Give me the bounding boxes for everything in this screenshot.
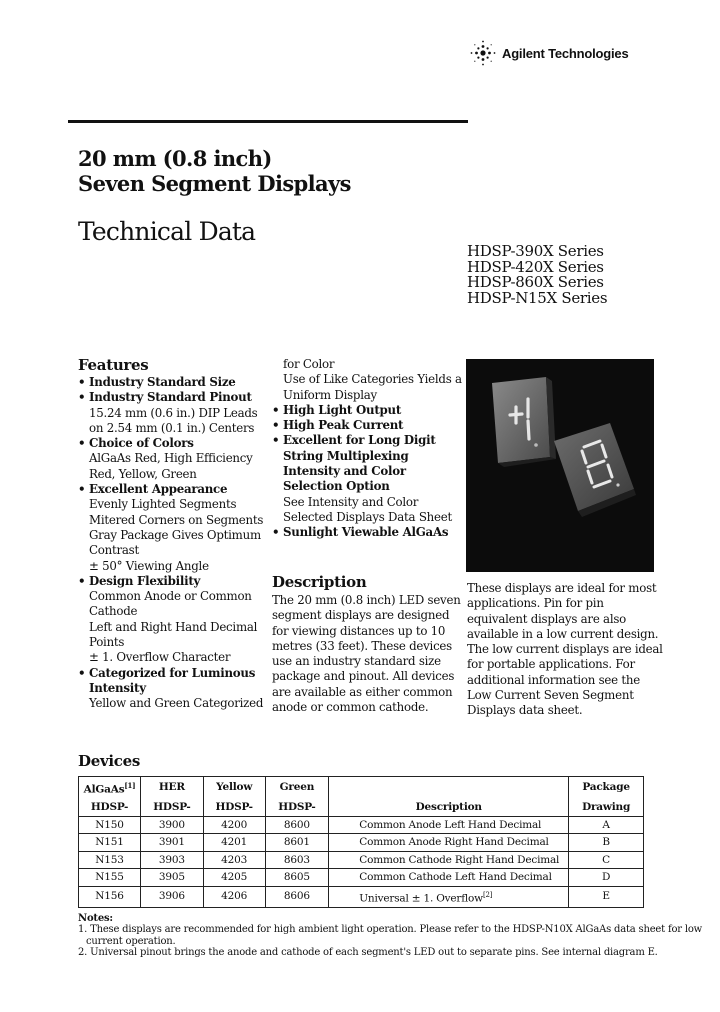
header-yellow-hdsp: HDSP- <box>203 799 265 817</box>
cell-description: Universal ± 1. Overflow[2] <box>329 886 569 907</box>
header-description-spacer <box>329 777 569 799</box>
bullet-icon: • <box>78 390 86 405</box>
feature-bullet-text: Excellent for Long Digit <box>283 433 436 448</box>
series-item: HDSP-860X Series <box>467 273 604 291</box>
feature-detail: on 2.54 mm (0.1 in.) Centers <box>89 420 255 435</box>
cell-green: 8606 <box>265 886 329 907</box>
feature-bullet <box>272 418 462 433</box>
cell-drawing: B <box>569 834 644 852</box>
feature-bullet <box>272 403 462 418</box>
table-row <box>79 851 644 869</box>
cell-algaas: N155 <box>79 869 141 887</box>
brand-name: Agilent Technologies <box>502 46 629 61</box>
feature-detail: for Color <box>283 357 335 371</box>
agilent-logo <box>468 38 688 72</box>
feature-detail: Red, Yellow, Green <box>89 466 197 481</box>
table-row <box>79 834 644 852</box>
page-title <box>78 146 351 196</box>
paragraph-line: segment displays are designed <box>272 608 450 623</box>
feature-bullet <box>78 666 263 681</box>
paragraph-line: available in a low current design. <box>467 626 659 641</box>
feature-bullet-text: Design Flexibility <box>89 573 201 588</box>
paragraph-line: The 20 mm (0.8 inch) LED seven <box>272 593 461 607</box>
feature-bullet-continued: Selection Option <box>283 479 390 494</box>
description-column-2 <box>272 593 461 715</box>
bullet-icon: • <box>78 436 86 451</box>
cell-yellow: 4203 <box>203 851 265 869</box>
header-her: HER <box>140 777 203 799</box>
cell-her: 3901 <box>140 834 203 852</box>
cell-algaas: N151 <box>79 834 141 852</box>
header-package: Package <box>569 777 644 799</box>
description-heading: Description <box>272 573 367 591</box>
product-photo-illustration <box>466 359 654 572</box>
feature-bullet <box>78 375 263 390</box>
header-algaas-hdsp: HDSP- <box>79 799 141 817</box>
header-yellow: Yellow <box>203 777 265 799</box>
series-list <box>467 244 607 306</box>
paragraph-line: are available as either common <box>272 684 453 699</box>
feature-bullet <box>78 436 263 451</box>
cell-her: 3903 <box>140 851 203 869</box>
table-row <box>79 869 644 887</box>
notes <box>78 913 702 959</box>
title-line-2: Seven Segment Displays <box>78 171 351 196</box>
feature-bullet <box>78 390 263 405</box>
feature-detail: Cathode <box>89 604 138 619</box>
cell-her: 3905 <box>140 869 203 887</box>
bullet-icon: • <box>78 573 86 588</box>
cell-yellow: 4200 <box>203 816 265 834</box>
cell-algaas: N150 <box>79 816 141 834</box>
features-column-1 <box>78 375 263 712</box>
title-line-1: 20 mm (0.8 inch) <box>78 146 272 171</box>
series-item: HDSP-N15X Series <box>467 288 608 307</box>
paragraph-line: applications. Pin for pin <box>467 596 604 611</box>
cell-yellow: 4205 <box>203 869 265 887</box>
feature-bullet-text: High Light Output <box>283 402 402 417</box>
description-column-3 <box>467 581 663 719</box>
bullet-icon: • <box>78 482 86 497</box>
feature-bullet-text: Industry Standard Size <box>89 375 236 389</box>
feature-detail: Evenly Lighted Segments <box>89 497 237 512</box>
cell-drawing: E <box>569 886 644 907</box>
feature-detail: Selected Displays Data Sheet <box>283 509 452 524</box>
header-algaas: AlGaAs[1] <box>79 777 141 799</box>
header-green-hdsp: HDSP- <box>265 799 329 817</box>
features-heading: Features <box>78 356 149 374</box>
table-row <box>79 886 644 907</box>
cell-her: 3906 <box>140 886 203 907</box>
header-green: Green <box>265 777 329 799</box>
feature-detail: Gray Package Gives Optimum <box>89 527 261 542</box>
feature-detail: Yellow and Green Categorized <box>89 696 264 711</box>
feature-bullet-text: Choice of Colors <box>89 436 194 451</box>
feature-detail: See Intensity and Color <box>283 494 419 509</box>
feature-detail: 15.24 mm (0.6 in.) DIP Leads <box>89 405 258 420</box>
page-subtitle: Technical Data <box>78 217 256 246</box>
paragraph-line: use an industry standard size <box>272 654 441 669</box>
note-line: 1. These displays are recommended for high ambient light operation. Please refer to the HDSP-N10X AlGaAs data sheet for low <box>78 924 702 936</box>
cell-yellow: 4206 <box>203 886 265 907</box>
paragraph-line: for portable applications. For <box>467 657 635 672</box>
bullet-icon: • <box>272 525 280 540</box>
feature-detail: ± 50° Viewing Angle <box>89 558 209 573</box>
feature-bullet <box>272 525 462 540</box>
cell-drawing: A <box>569 816 644 834</box>
notes-heading: Notes: <box>78 913 113 924</box>
paragraph-line: anode or common cathode. <box>272 700 429 715</box>
feature-bullet <box>272 433 462 448</box>
feature-bullet <box>78 574 263 589</box>
display-package-1 <box>492 377 550 463</box>
cell-algaas: N156 <box>79 886 141 907</box>
feature-detail: ± 1. Overflow Character <box>89 650 231 665</box>
bullet-icon: • <box>272 402 280 417</box>
header-drawing: Drawing <box>569 799 644 817</box>
cell-drawing: C <box>569 851 644 869</box>
feature-bullet-continued: Intensity <box>89 680 146 695</box>
cell-green: 8605 <box>265 869 329 887</box>
feature-bullet-continued: String Multiplexing <box>283 448 409 463</box>
note-line: current operation. <box>86 935 176 947</box>
feature-bullet-text: Industry Standard Pinout <box>89 390 252 405</box>
feature-detail: Mitered Corners on Segments <box>89 512 264 527</box>
paragraph-line: These displays are ideal for most <box>467 581 657 595</box>
cell-description: Common Cathode Left Hand Decimal <box>329 869 569 887</box>
feature-detail: Use of Like Categories Yields a <box>283 372 462 387</box>
header-description: Description <box>329 799 569 817</box>
cell-algaas: N153 <box>79 851 141 869</box>
cell-green: 8600 <box>265 816 329 834</box>
feature-bullet-text: Excellent Appearance <box>89 482 228 497</box>
header-her-hdsp: HDSP- <box>140 799 203 817</box>
cell-description: Common Anode Right Hand Decimal <box>329 834 569 852</box>
devices-table <box>78 776 644 908</box>
bullet-icon: • <box>272 418 280 433</box>
feature-bullet-continued: Intensity and Color <box>283 464 406 479</box>
paragraph-line: metres (33 feet). These devices <box>272 638 452 653</box>
cell-description: Common Cathode Right Hand Decimal <box>329 851 569 869</box>
product-photo <box>466 359 654 572</box>
devices-heading: Devices <box>78 752 140 770</box>
table-row <box>79 816 644 834</box>
bullet-icon: • <box>78 665 86 680</box>
feature-detail: AlGaAs Red, High Efficiency <box>89 451 253 466</box>
cell-drawing: D <box>569 869 644 887</box>
feature-bullet-text: High Peak Current <box>283 418 404 433</box>
feature-detail: Points <box>89 635 125 650</box>
paragraph-line: equivalent displays are also <box>467 611 627 626</box>
paragraph-line: package and pinout. All devices <box>272 669 455 684</box>
header-rule <box>68 120 468 123</box>
cell-yellow: 4201 <box>203 834 265 852</box>
paragraph-line: additional information see the <box>467 672 640 687</box>
paragraph-line: Low Current Seven Segment <box>467 688 634 703</box>
bullet-icon: • <box>78 375 86 389</box>
cell-green: 8601 <box>265 834 329 852</box>
agilent-spark-icon <box>468 38 498 68</box>
feature-detail: Common Anode or Common <box>89 589 252 604</box>
feature-bullet-text: Categorized for Luminous <box>89 665 256 680</box>
cell-description: Common Anode Left Hand Decimal <box>329 816 569 834</box>
feature-bullet-text: Sunlight Viewable AlGaAs <box>283 525 449 540</box>
feature-detail: Uniform Display <box>283 387 377 402</box>
paragraph-line: for viewing distances up to 10 <box>272 623 446 638</box>
series-item: HDSP-420X Series <box>467 257 604 276</box>
feature-detail: Left and Right Hand Decimal <box>89 619 258 634</box>
bullet-icon: • <box>272 433 280 448</box>
cell-green: 8603 <box>265 851 329 869</box>
feature-detail: Contrast <box>89 543 139 558</box>
feature-bullet <box>78 482 263 497</box>
cell-her: 3900 <box>140 816 203 834</box>
series-item: HDSP-390X Series <box>467 242 604 260</box>
paragraph-line: Displays data sheet. <box>467 703 583 718</box>
note-line: 2. Universal pinout brings the anode and cathode of each segment's LED out to separate pins. See internal diagram E. <box>78 947 658 959</box>
paragraph-line: The low current displays are ideal <box>467 642 663 657</box>
features-column-2 <box>272 357 462 541</box>
